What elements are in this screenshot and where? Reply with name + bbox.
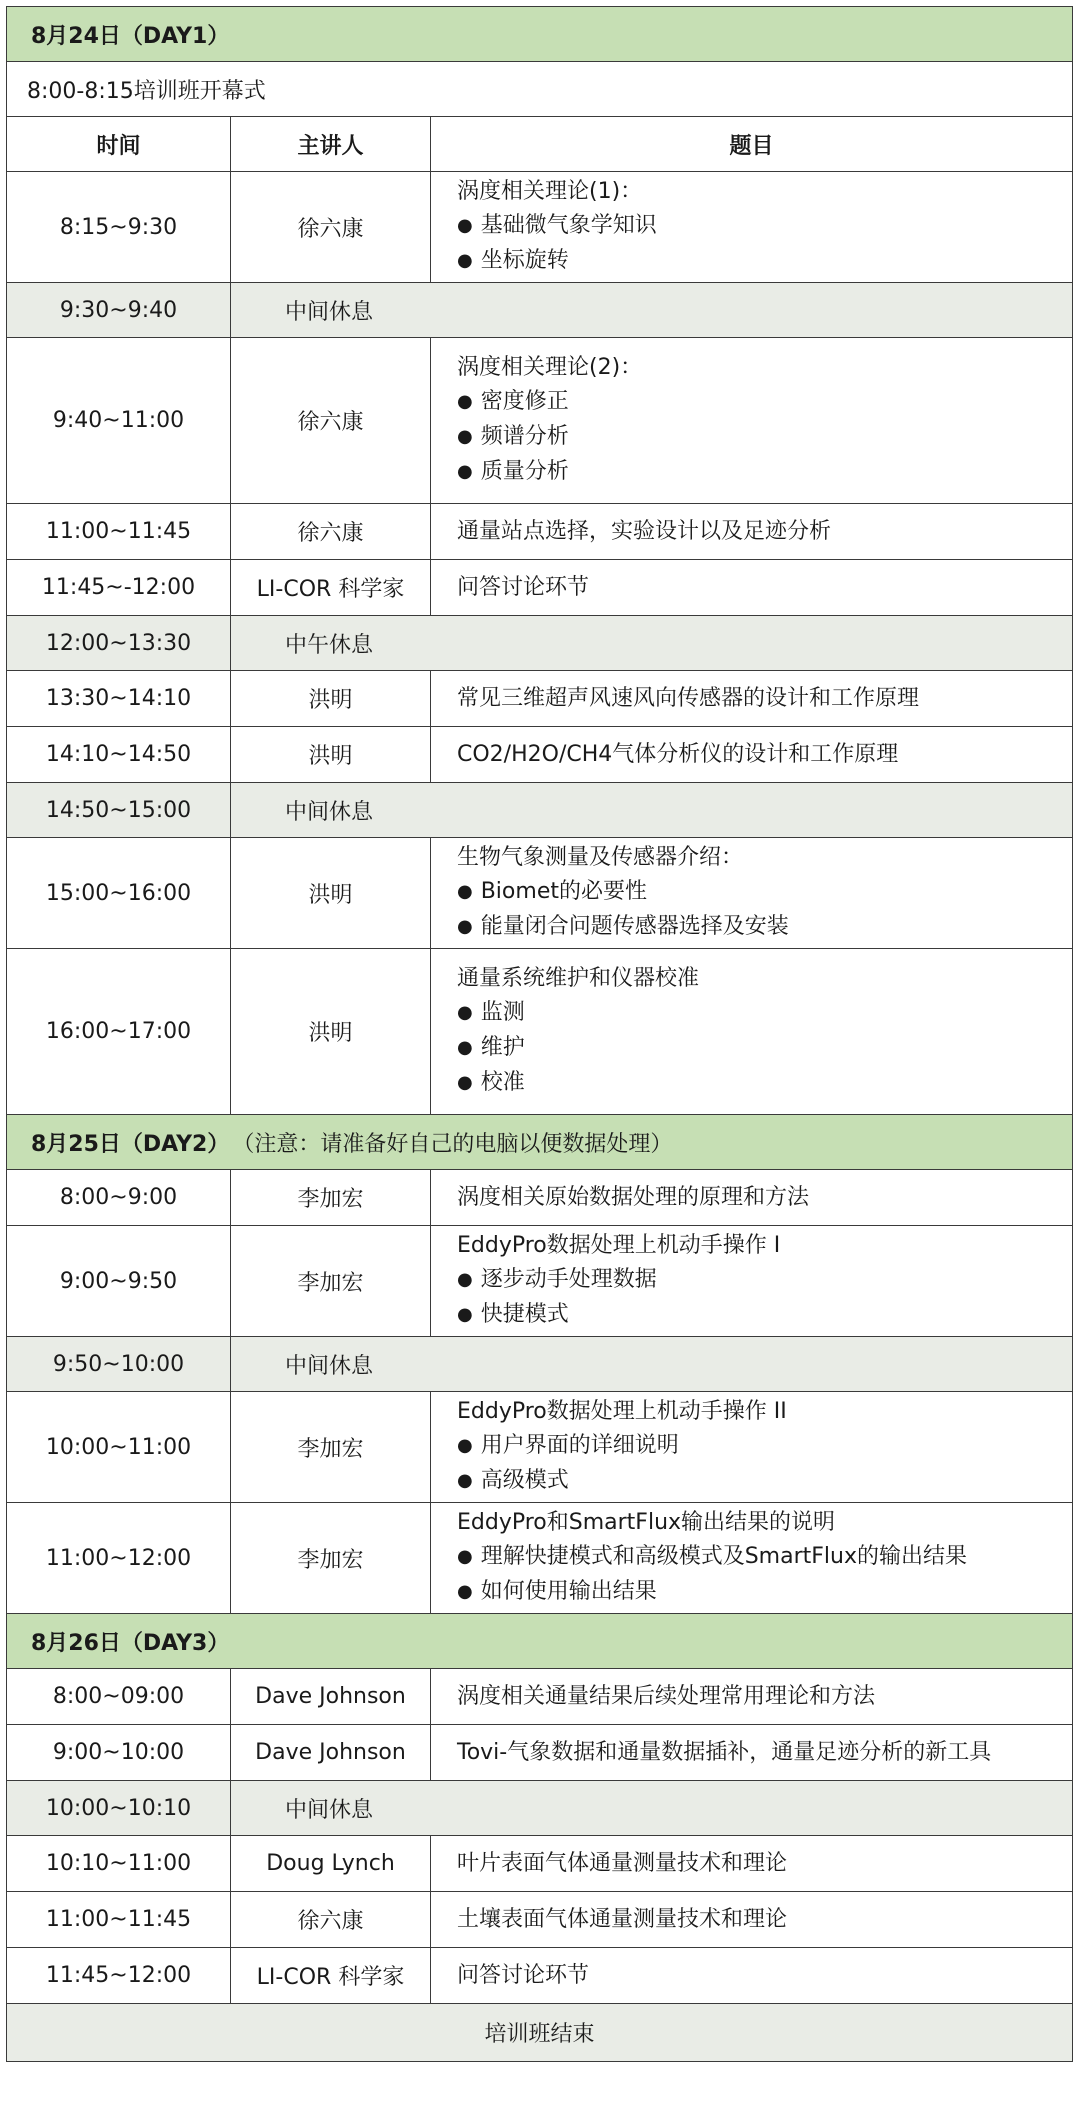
topic-bullet: ● 频谱分析 (457, 420, 1072, 455)
topic-bullet-list (457, 209, 1072, 279)
break-label: 中间休息 (231, 1781, 1073, 1836)
session-time: 14:10~14:50 (7, 727, 231, 783)
topic-bullet: ● 校准 (457, 1066, 1072, 1101)
session-row (7, 727, 1073, 783)
topic-bullet: ● 用户界面的详细说明 (457, 1429, 1072, 1464)
session-row (7, 1836, 1073, 1892)
session-row (7, 338, 1073, 504)
session-topic (431, 1892, 1073, 1948)
session-time: 8:15~9:30 (7, 172, 231, 283)
session-speaker: 徐六康 (231, 338, 431, 504)
session-time: 9:00~10:00 (7, 1725, 231, 1781)
topic-bullet: ● 维护 (457, 1031, 1072, 1066)
session-row (7, 1892, 1073, 1948)
topic-bullet-list (457, 1429, 1072, 1499)
day-note: （注意：请准备好自己的电脑以便数据处理） (243, 1131, 673, 1157)
day-header-cell (7, 1614, 1073, 1669)
session-speaker: 洪明 (231, 727, 431, 783)
session-topic (431, 1226, 1073, 1337)
session-time: 13:30~14:10 (7, 671, 231, 727)
topic-title: 问答讨论环节 (457, 574, 590, 600)
session-topic (431, 560, 1073, 616)
schedule-table (6, 6, 1073, 2062)
topic-title: 生物气象测量及传感器介绍： (457, 845, 744, 870)
topic-title: 涡度相关通量结果后续处理常用理论和方法 (457, 1683, 876, 1709)
session-speaker: 李加宏 (231, 1226, 431, 1337)
session-row (7, 560, 1073, 616)
topic-title: EddyPro数据处理上机动手操作 I (457, 1233, 781, 1258)
session-topic (431, 1392, 1073, 1503)
session-speaker: 洪明 (231, 838, 431, 949)
break-row (7, 283, 1073, 338)
day-header-row (7, 1115, 1073, 1170)
topic-title: 通量系统维护和仪器校准 (457, 966, 700, 991)
session-speaker: Dave Johnson (231, 1669, 431, 1725)
column-header-row (7, 117, 1073, 172)
topic-bullet: ● 高级模式 (457, 1464, 1072, 1499)
topic-title: 通量站点选择，实验设计以及足迹分析 (457, 518, 832, 544)
session-topic (431, 727, 1073, 783)
break-row (7, 783, 1073, 838)
session-topic (431, 838, 1073, 949)
session-row (7, 1392, 1073, 1503)
session-time: 11:45~-12:00 (7, 560, 231, 616)
session-time: 11:00~11:45 (7, 504, 231, 560)
break-time: 9:30~9:40 (7, 283, 231, 338)
session-row (7, 1725, 1073, 1781)
session-topic (431, 338, 1073, 504)
session-row (7, 1669, 1073, 1725)
break-label: 中间休息 (231, 1337, 1073, 1392)
topic-bullet-list (457, 996, 1072, 1101)
opening-ceremony: 8:00-8:15培训班开幕式 (7, 62, 1073, 117)
session-speaker: LI-COR 科学家 (231, 1948, 431, 2004)
topic-title: 涡度相关原始数据处理的原理和方法 (457, 1184, 810, 1210)
topic-bullet-list (457, 875, 1072, 945)
session-speaker: LI-COR 科学家 (231, 560, 431, 616)
schedule-document (6, 6, 1072, 2062)
session-speaker: 徐六康 (231, 172, 431, 283)
session-topic (431, 1669, 1073, 1725)
topic-bullet-list (457, 385, 1072, 490)
topic-bullet: ● 基础微气象学知识 (457, 209, 1072, 244)
session-speaker: 洪明 (231, 671, 431, 727)
break-row (7, 616, 1073, 671)
session-row (7, 1948, 1073, 2004)
topic-bullet: ● 监测 (457, 996, 1072, 1031)
session-time: 11:45~12:00 (7, 1948, 231, 2004)
break-time: 12:00~13:30 (7, 616, 231, 671)
session-speaker: Doug Lynch (231, 1836, 431, 1892)
break-time: 9:50~10:00 (7, 1337, 231, 1392)
session-row (7, 1226, 1073, 1337)
closing-label: 培训班结束 (7, 2004, 1073, 2062)
session-row (7, 504, 1073, 560)
topic-title: CO2/H2O/CH4气体分析仪的设计和工作原理 (457, 741, 899, 767)
break-label: 中午休息 (231, 616, 1073, 671)
session-topic (431, 949, 1073, 1115)
session-speaker: 洪明 (231, 949, 431, 1115)
session-time: 10:10~11:00 (7, 1836, 231, 1892)
topic-bullet: ● 质量分析 (457, 455, 1072, 490)
day-header-label: 8月25日（DAY2） (31, 1131, 230, 1157)
session-topic (431, 1503, 1073, 1614)
session-row (7, 172, 1073, 283)
session-row (7, 1503, 1073, 1614)
topic-title: 问答讨论环节 (457, 1962, 590, 1988)
break-time: 10:00~10:10 (7, 1781, 231, 1836)
session-row (7, 671, 1073, 727)
topic-title: 土壤表面气体通量测量技术和理论 (457, 1906, 788, 1932)
session-speaker: 徐六康 (231, 1892, 431, 1948)
topic-bullet: ● 密度修正 (457, 385, 1072, 420)
topic-bullet: ● 逐步动手处理数据 (457, 1263, 1072, 1298)
session-time: 16:00~17:00 (7, 949, 231, 1115)
topic-title: EddyPro和SmartFlux输出结果的说明 (457, 1510, 836, 1535)
topic-bullet: ● 能量闭合问题传感器选择及安装 (457, 910, 1072, 945)
topic-title: 涡度相关理论(1)： (457, 179, 643, 204)
session-topic (431, 504, 1073, 560)
topic-bullet: ● 坐标旋转 (457, 244, 1072, 279)
topic-title: Tovi-气象数据和通量数据插补，通量足迹分析的新工具 (457, 1739, 992, 1765)
closing-row (7, 2004, 1073, 2062)
session-time: 9:00~9:50 (7, 1226, 231, 1337)
topic-bullet-list (457, 1263, 1072, 1333)
session-time: 8:00~9:00 (7, 1170, 231, 1226)
day-header-row (7, 7, 1073, 62)
column-header-topic: 题目 (431, 117, 1073, 172)
session-speaker: 李加宏 (231, 1503, 431, 1614)
session-time: 15:00~16:00 (7, 838, 231, 949)
topic-bullet-list (457, 1540, 1072, 1610)
session-time: 11:00~11:45 (7, 1892, 231, 1948)
session-row (7, 838, 1073, 949)
session-topic (431, 671, 1073, 727)
session-time: 10:00~11:00 (7, 1392, 231, 1503)
break-label: 中间休息 (231, 783, 1073, 838)
session-topic (431, 1948, 1073, 2004)
session-speaker: 李加宏 (231, 1170, 431, 1226)
day-header-row (7, 1614, 1073, 1669)
opening-ceremony-row (7, 62, 1073, 117)
schedule-body (7, 7, 1073, 2062)
topic-title: 涡度相关理论(2)： (457, 355, 643, 380)
session-row (7, 949, 1073, 1115)
day-header-cell (7, 1115, 1073, 1170)
session-time: 11:00~12:00 (7, 1503, 231, 1614)
day-header-label: 8月24日（DAY1） (31, 23, 230, 49)
session-time: 9:40~11:00 (7, 338, 231, 504)
session-speaker: 李加宏 (231, 1392, 431, 1503)
session-topic (431, 1170, 1073, 1226)
session-topic (431, 172, 1073, 283)
topic-title: 常见三维超声风速风向传感器的设计和工作原理 (457, 685, 920, 711)
day-header-cell (7, 7, 1073, 62)
session-speaker: Dave Johnson (231, 1725, 431, 1781)
break-row (7, 1781, 1073, 1836)
topic-bullet: ● Biomet的必要性 (457, 875, 1072, 910)
topic-title: 叶片表面气体通量测量技术和理论 (457, 1850, 788, 1876)
column-header-time: 时间 (7, 117, 231, 172)
topic-bullet: ● 快捷模式 (457, 1298, 1072, 1333)
session-speaker: 徐六康 (231, 504, 431, 560)
session-topic (431, 1725, 1073, 1781)
break-label: 中间休息 (231, 283, 1073, 338)
session-topic (431, 1836, 1073, 1892)
day-header-label: 8月26日（DAY3） (31, 1630, 230, 1656)
break-row (7, 1337, 1073, 1392)
topic-bullet: ● 如何使用输出结果 (457, 1575, 1072, 1610)
topic-bullet: ● 理解快捷模式和高级模式及SmartFlux的输出结果 (457, 1540, 1072, 1575)
break-time: 14:50~15:00 (7, 783, 231, 838)
topic-title: EddyPro数据处理上机动手操作 II (457, 1399, 787, 1424)
session-time: 8:00~09:00 (7, 1669, 231, 1725)
column-header-speaker: 主讲人 (231, 117, 431, 172)
session-row (7, 1170, 1073, 1226)
